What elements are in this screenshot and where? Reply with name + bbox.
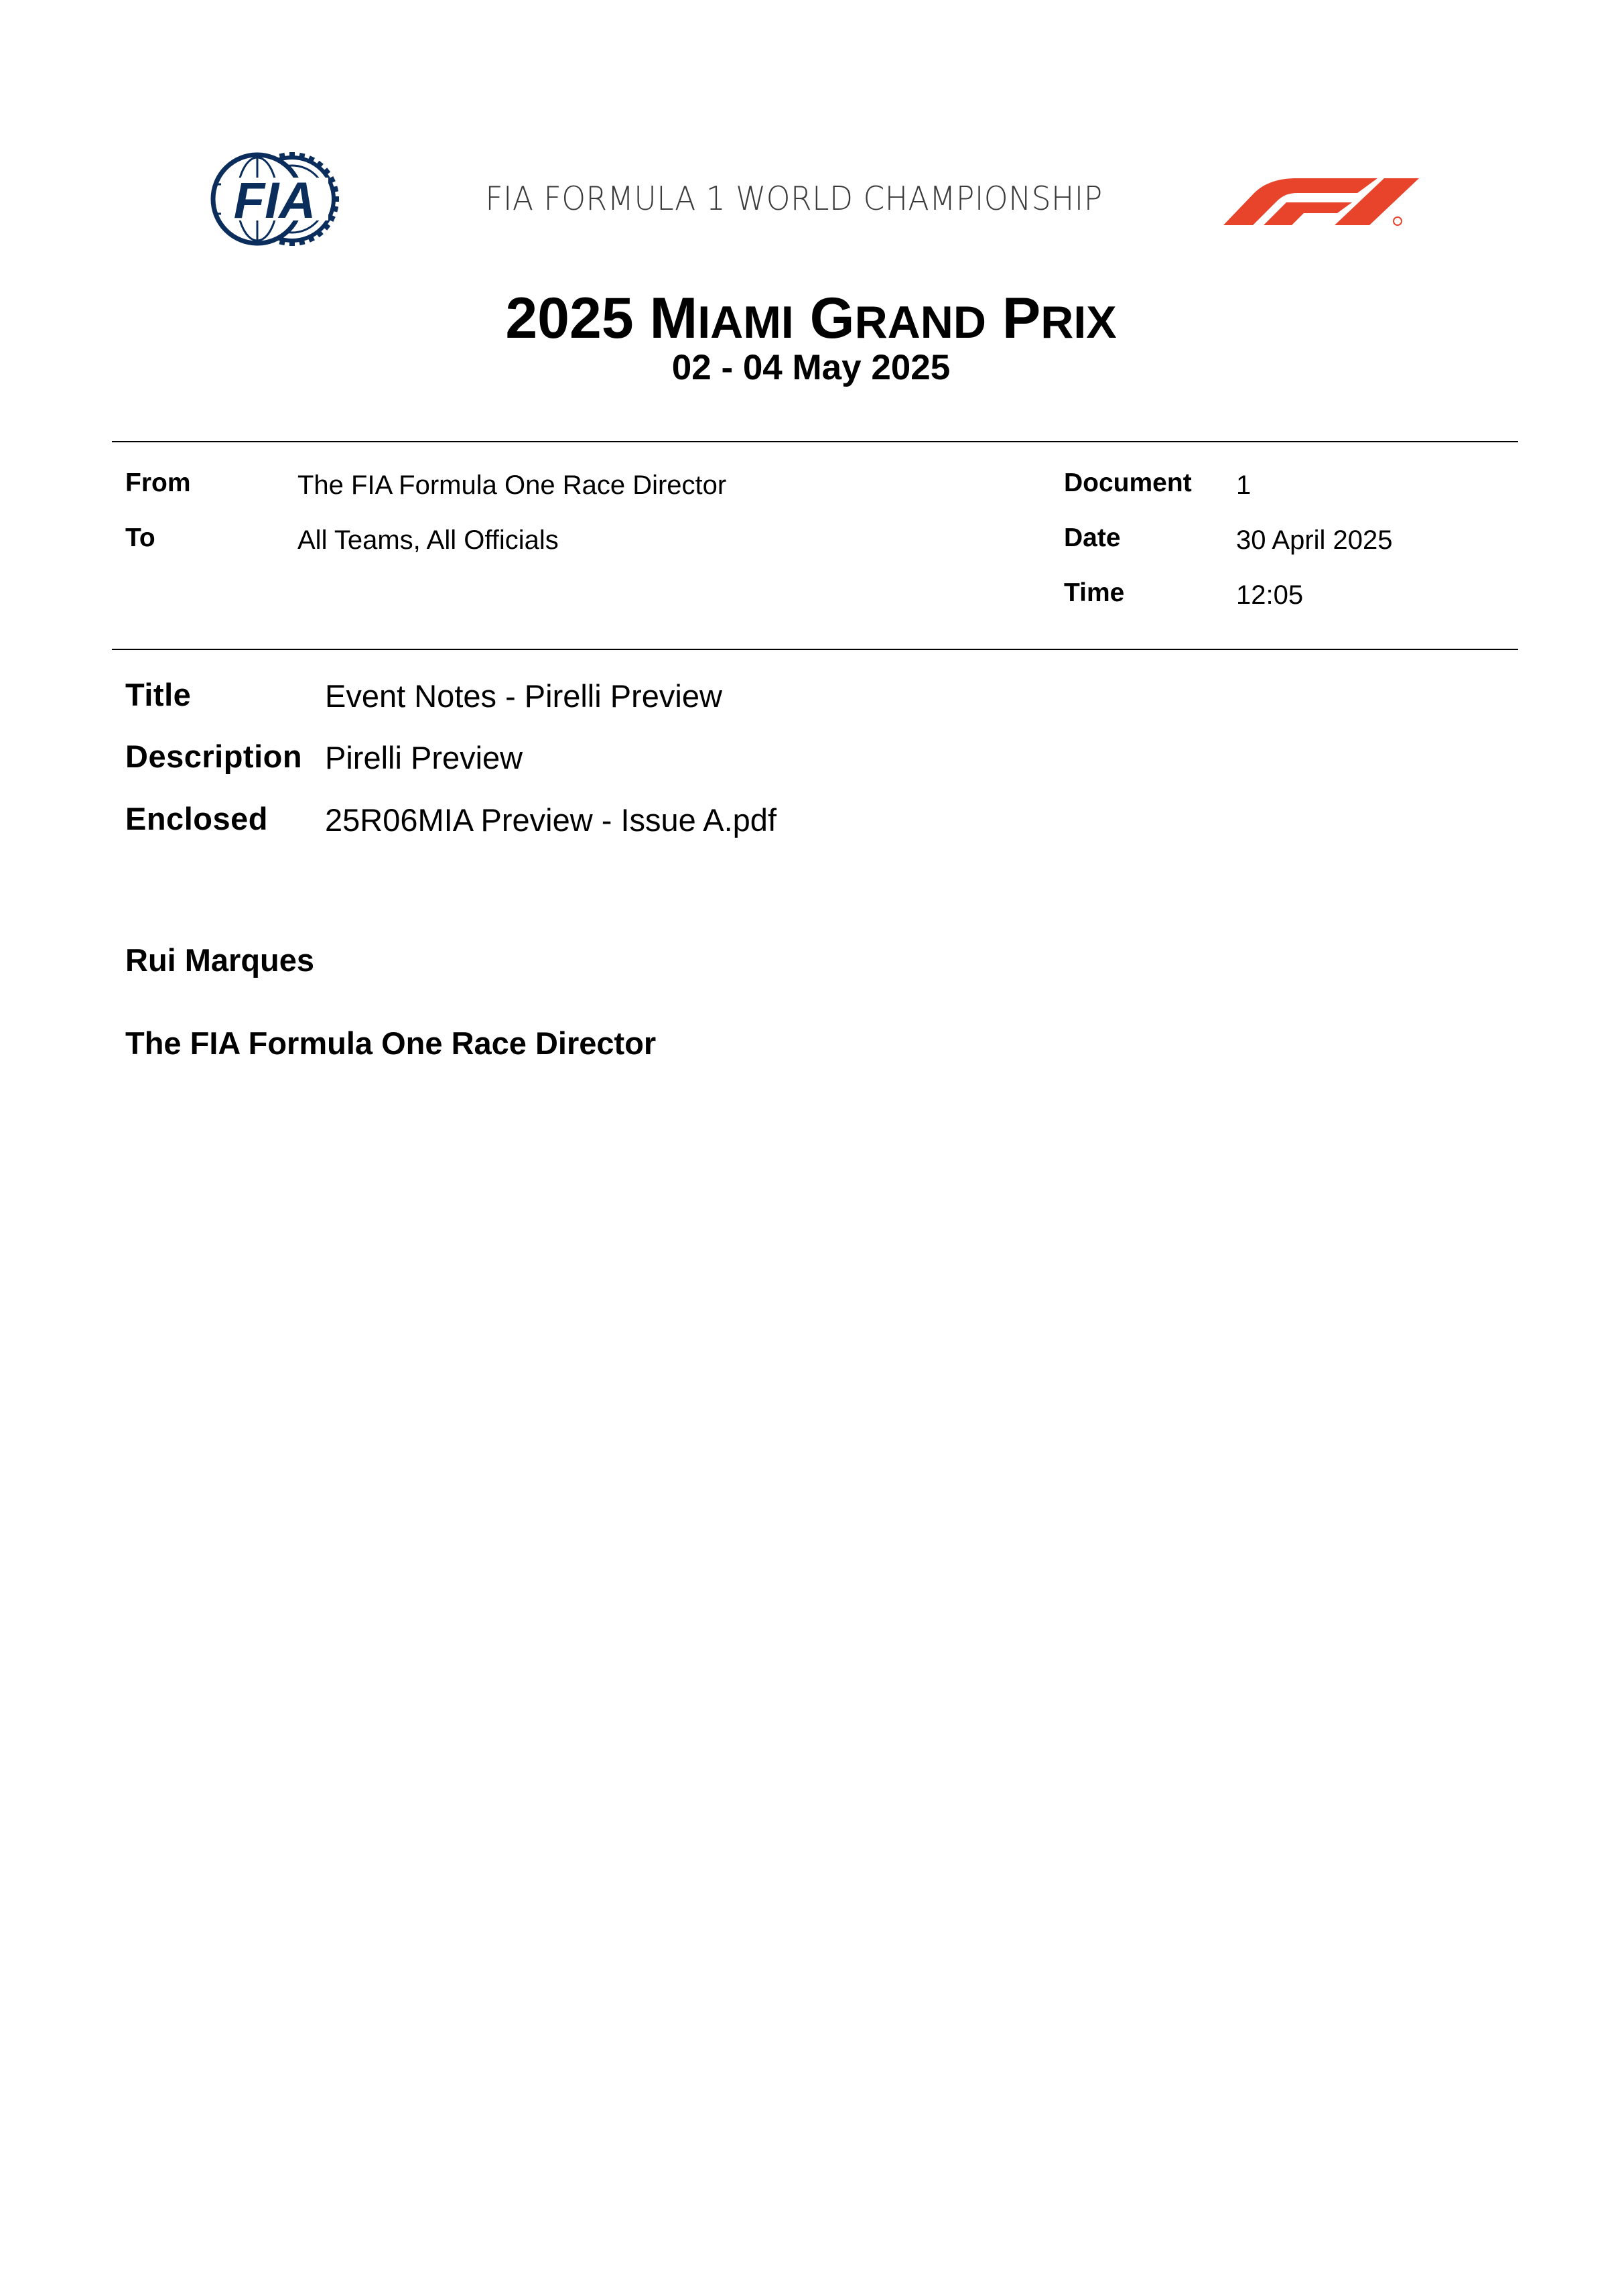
document-value: 1 <box>1236 470 1252 500</box>
divider-bottom <box>112 649 1518 650</box>
event-title-word-rest: IAMI <box>697 297 794 348</box>
title-label: Title <box>125 677 192 712</box>
description-label: Description <box>125 739 303 774</box>
to-label: To <box>125 523 155 552</box>
fia-logo-lettering: FIA <box>233 172 316 229</box>
enclosed-label: Enclosed <box>125 801 268 836</box>
description-value: Pirelli Preview <box>325 740 523 775</box>
time-label: Time <box>1064 578 1125 607</box>
to-value: All Teams, All Officials <box>297 525 559 555</box>
event-title-word-rest: RAND <box>854 297 987 348</box>
championship-heading: FIA FORMULA 1 WORLD CHAMPIONSHIP <box>485 180 1103 218</box>
event-title-word: P <box>1002 286 1041 350</box>
event-title-year: 2025 <box>505 286 634 350</box>
event-title-word: M <box>649 286 698 350</box>
date-value: 30 April 2025 <box>1236 525 1393 555</box>
event-title-word-rest: RIX <box>1040 297 1117 348</box>
from-value: The FIA Formula One Race Director <box>297 470 727 500</box>
time-value: 12:05 <box>1236 580 1304 610</box>
event-dates: 02 - 04 May 2025 <box>671 348 951 387</box>
f1-logo <box>1223 173 1422 228</box>
document-label: Document <box>1064 468 1192 497</box>
divider-top <box>112 441 1518 442</box>
event-title <box>0 285 1622 356</box>
enclosed-attachment[interactable]: 25R06MIA Preview - Issue A.pdf <box>325 802 776 838</box>
from-label: From <box>125 468 191 497</box>
title-value: Event Notes - Pirelli Preview <box>325 678 722 714</box>
event-title-word: G <box>809 286 855 350</box>
signatory-role: The FIA Formula One Race Director <box>125 1025 657 1061</box>
fia-logo <box>206 151 346 247</box>
signatory-name: Rui Marques <box>125 942 315 978</box>
date-label: Date <box>1064 523 1121 552</box>
